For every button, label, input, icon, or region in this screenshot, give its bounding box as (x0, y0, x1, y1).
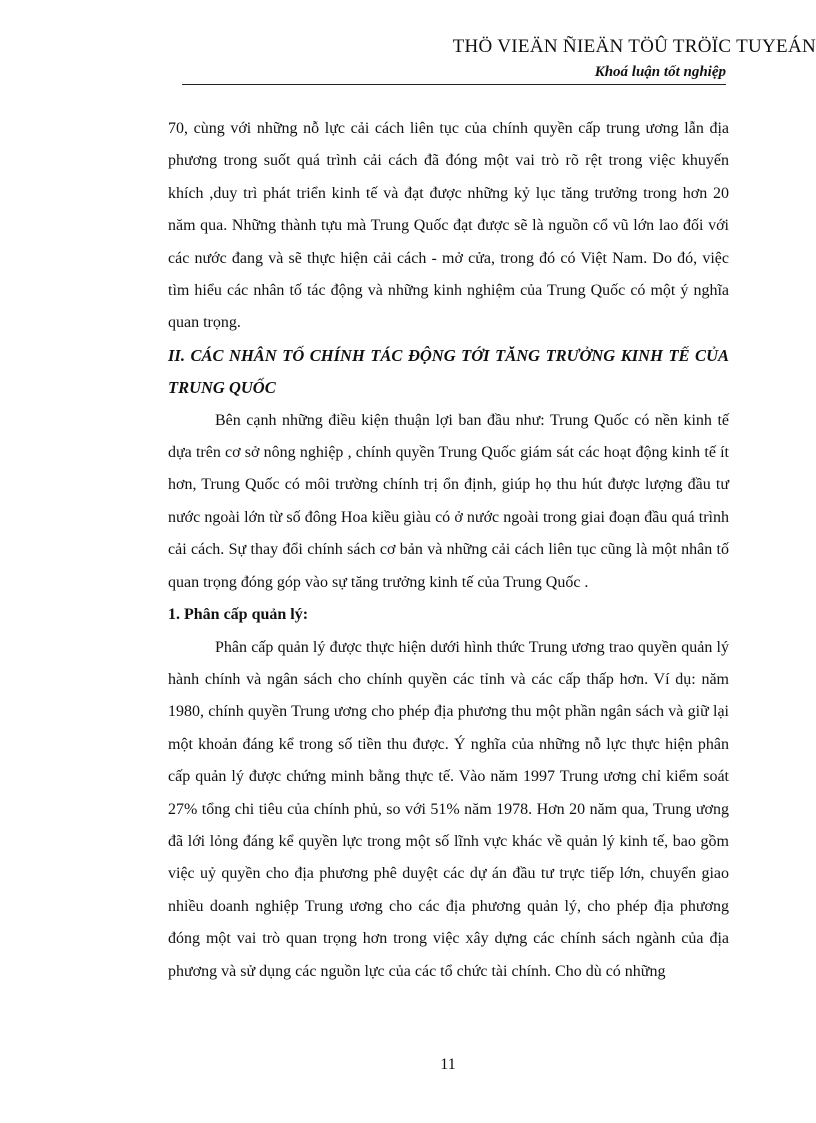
paragraph-decentralization: Phân cấp quản lý được thực hiện dưới hình thức Trung ương trao quyền quản lý hành chính và ngân sách cho chính quyền các tỉnh và các cấp thấp hơn. Ví dụ: năm 1980, chính quyền Trung ương cho phép địa phương thu một phần ngân sách và giữ lại một khoản đáng kể trong số tiền thu được. Ý nghĩa của những nỗ lực thực hiện phân cấp quản lý được chứng minh bằng thực tế. Vào năm 1997 Trung ương chỉ kiểm soát 27% tổng chi tiêu của chính phủ, so với 51% năm 1978. Hơn 20 năm qua, Trung ương đã lới lỏng đáng kể quyền lực trong một số lĩnh vực khác về quản lý kinh tế, bao gồm việc uỷ quyền cho địa phương phê duyệt các dự án đầu tư trực tiếp lớn, chuyển giao nhiều doanh nghiệp Trung ương cho các địa phương quản lý, cho phép địa phương đóng một vai trò quan trọng hơn trong việc xây dựng các chính sách ngành của địa phương và sử dụng các nguồn lực của các tổ chức tài chính. Cho dù có những (168, 638, 729, 980)
header-divider (182, 84, 726, 85)
header-site-name: THÖ VIEÄN ÑIEÄN TÖÛ TRÖÏC TUYEÁN (452, 36, 816, 57)
header-document-type: Khoá luận tốt nghiệp (594, 64, 726, 80)
section-heading: II. CÁC NHÂN TỐ CHÍNH TÁC ĐỘNG TỚI TĂNG TRƯỞNG KINH TẾ CỦA TRUNG QUỐC (168, 345, 729, 398)
paragraph-intro-continued: 70, cùng với những nỗ lực cải cách liên tục của chính quyền cấp trung ương lẫn địa phương trong suốt quá trình cải cách đã đóng một vai trò rõ rệt trong việc khuyến khích ,duy trì phát triển kinh tế và đạt được những kỷ lục tăng trưởng trong hơn 20 năm qua. Những thành tựu mà Trung Quốc đạt được sẽ là nguồn cổ vũ lớn lao đối với các nước đang và sẽ thực hiện cải cách - mở cửa, trong đó có Việt Nam. Do đó, việc tìm hiểu các nhân tố tác động và những kinh nghiệm của Trung Quốc có một ý nghĩa quan trọng. (168, 120, 729, 332)
page-body (168, 113, 729, 988)
paragraph-factors-intro: Bên cạnh những điều kiện thuận lợi ban đầu như: Trung Quốc có nền kinh tế dựa trên cơ sở nông nghiệp , chính quyền Trung Quốc giám sát các hoạt động kinh tế ít hơn, Trung Quốc có môi trường chính trị ổn định, giúp họ thu hút được lượng đầu tư nước ngoài lớn từ số đông Hoa kiều giàu có ở nước ngoài trong giai đoạn đầu quá trình cải cách. Sự thay đổi chính sách cơ bản và những cải cách liên tục cũng là một nhân tố quan trọng đóng góp vào sự tăng trưởng kinh tế của Trung Quốc . (168, 411, 729, 591)
page-number: 11 (440, 1056, 456, 1073)
subsection-heading: 1. Phân cấp quản lý: (168, 606, 309, 624)
